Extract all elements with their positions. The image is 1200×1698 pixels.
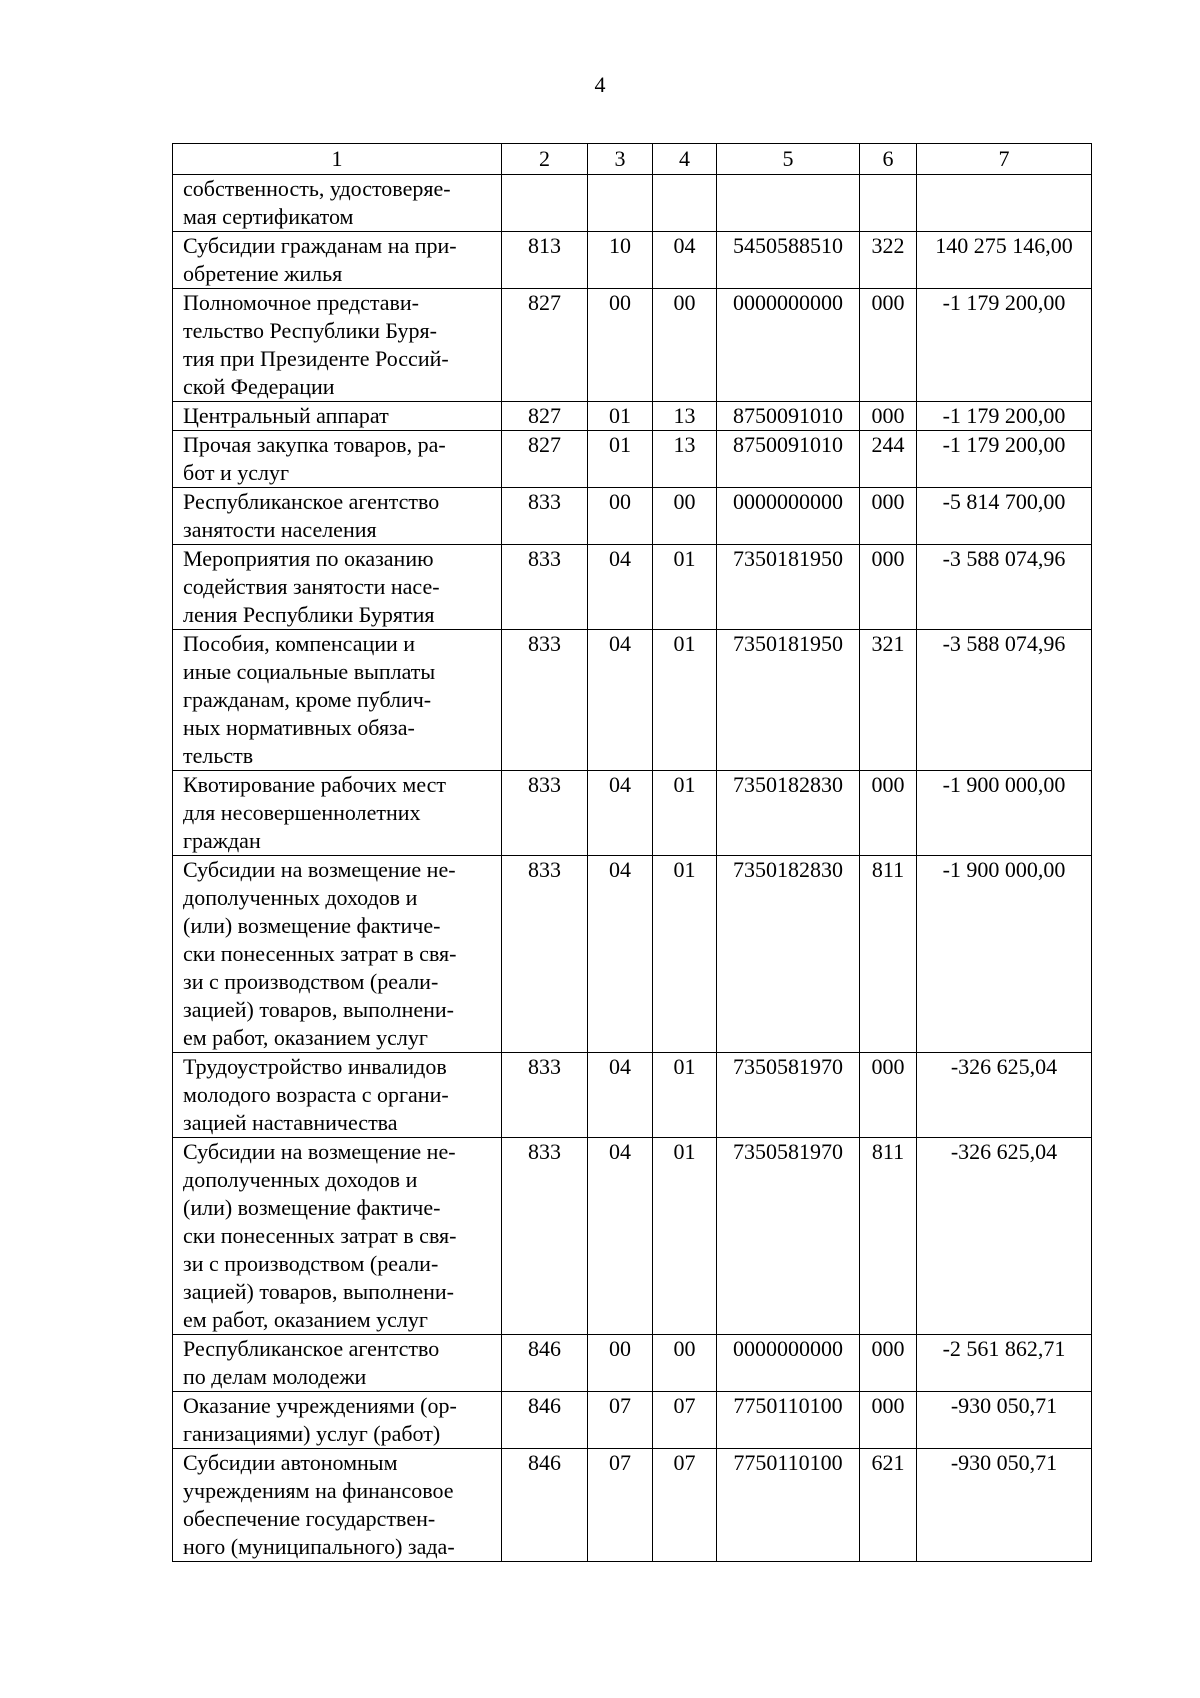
item-name-cell [173, 488, 502, 545]
table-row [173, 431, 1092, 488]
item-name-line: дополученных доходов и [183, 885, 418, 910]
item-name-cell [173, 1053, 502, 1138]
section-cell: 04 [588, 771, 653, 856]
expense-type-cell: 000 [860, 488, 917, 545]
expense-type-cell: 244 [860, 431, 917, 488]
item-name-line: содействия занятости насе- [183, 574, 440, 599]
item-name-line: ганизациями) услуг (работ) [183, 1421, 441, 1446]
section-cell: 00 [588, 1335, 653, 1392]
admin-code-cell: 833 [502, 1138, 588, 1335]
item-name-cell [173, 1392, 502, 1449]
item-name-line: Прочая закупка товаров, ра- [183, 432, 446, 457]
item-name-line: (или) возмещение фактиче- [183, 913, 441, 938]
section-cell: 07 [588, 1449, 653, 1562]
table-body [173, 175, 1092, 1562]
item-name-line: ской Федерации [183, 374, 335, 399]
expense-type-cell: 321 [860, 630, 917, 771]
page-number: 4 [594, 72, 606, 97]
item-name-cell [173, 289, 502, 402]
item-name-line: ного (муниципального) зада- [183, 1534, 455, 1559]
amount-cell: -1 179 200,00 [917, 402, 1092, 431]
target-article-cell [717, 175, 860, 232]
table-header-row [173, 144, 1092, 175]
item-name-line: занятости населения [183, 517, 377, 542]
item-name-cell [173, 771, 502, 856]
subsection-cell: 01 [653, 545, 717, 630]
expense-type-cell: 000 [860, 545, 917, 630]
target-article-cell: 5450588510 [717, 232, 860, 289]
table-row [173, 402, 1092, 431]
item-name-line: иные социальные выплаты [183, 659, 436, 684]
column-header-1: 1 [173, 144, 502, 175]
item-name-line: (или) возмещение фактиче- [183, 1195, 441, 1220]
item-name-line: обеспечение государствен- [183, 1506, 436, 1531]
section-cell: 01 [588, 402, 653, 431]
item-name-line: зи с производством (реали- [183, 1251, 439, 1276]
expense-type-cell: 811 [860, 856, 917, 1053]
item-name-line: Субсидии автономным [183, 1450, 398, 1475]
subsection-cell: 01 [653, 1053, 717, 1138]
expense-type-cell: 000 [860, 289, 917, 402]
section-cell: 00 [588, 488, 653, 545]
admin-code-cell: 833 [502, 856, 588, 1053]
column-header-2: 2 [502, 144, 588, 175]
subsection-cell: 00 [653, 488, 717, 545]
target-article-cell: 0000000000 [717, 488, 860, 545]
admin-code-cell: 833 [502, 488, 588, 545]
expense-type-cell [860, 175, 917, 232]
column-header-7: 7 [917, 144, 1092, 175]
subsection-cell: 07 [653, 1392, 717, 1449]
admin-code-cell: 827 [502, 402, 588, 431]
amount-cell: -930 050,71 [917, 1392, 1092, 1449]
target-article-cell: 7750110100 [717, 1449, 860, 1562]
table-row [173, 1138, 1092, 1335]
admin-code-cell: 833 [502, 630, 588, 771]
section-cell: 07 [588, 1392, 653, 1449]
column-header-5: 5 [717, 144, 860, 175]
item-name-line: зацией наставничества [183, 1110, 398, 1135]
expense-type-cell: 811 [860, 1138, 917, 1335]
column-header-6: 6 [860, 144, 917, 175]
subsection-cell: 01 [653, 856, 717, 1053]
subsection-cell: 00 [653, 1335, 717, 1392]
item-name-cell [173, 1138, 502, 1335]
item-name-cell [173, 431, 502, 488]
section-cell: 04 [588, 1138, 653, 1335]
item-name-line: тия при Президенте Россий- [183, 346, 449, 371]
item-name-line: зацией) товаров, выполнени- [183, 997, 454, 1022]
item-name-cell [173, 545, 502, 630]
item-name-line: ски понесенных затрат в свя- [183, 941, 457, 966]
table-row [173, 856, 1092, 1053]
item-name-line: граждан [183, 828, 261, 853]
target-article-cell: 7750110100 [717, 1392, 860, 1449]
item-name-line: ных нормативных обяза- [183, 715, 415, 740]
item-name-line: Трудоустройство инвалидов [183, 1054, 447, 1079]
item-name-cell [173, 630, 502, 771]
admin-code-cell: 833 [502, 1053, 588, 1138]
item-name-line: дополученных доходов и [183, 1167, 418, 1192]
amount-cell: -930 050,71 [917, 1449, 1092, 1562]
item-name-line: зи с производством (реали- [183, 969, 439, 994]
section-cell: 00 [588, 289, 653, 402]
table-row [173, 232, 1092, 289]
target-article-cell: 7350182830 [717, 856, 860, 1053]
item-name-line: по делам молодежи [183, 1364, 367, 1389]
column-header-3: 3 [588, 144, 653, 175]
amount-cell: -1 179 200,00 [917, 289, 1092, 402]
item-name-line: Мероприятия по оказанию [183, 546, 434, 571]
amount-cell: -2 561 862,71 [917, 1335, 1092, 1392]
amount-cell: -3 588 074,96 [917, 545, 1092, 630]
table-row [173, 488, 1092, 545]
item-name-line: Субсидии гражданам на при- [183, 233, 457, 258]
target-article-cell: 0000000000 [717, 289, 860, 402]
budget-table [172, 143, 1092, 1562]
amount-cell [917, 175, 1092, 232]
admin-code-cell: 846 [502, 1335, 588, 1392]
item-name-line: мая сертификатом [183, 204, 354, 229]
subsection-cell [653, 175, 717, 232]
item-name-line: обретение жилья [183, 261, 343, 286]
amount-cell: -326 625,04 [917, 1138, 1092, 1335]
item-name-cell [173, 175, 502, 232]
item-name-line: Республиканское агентство [183, 489, 440, 514]
item-name-line: ски понесенных затрат в свя- [183, 1223, 457, 1248]
amount-cell: -326 625,04 [917, 1053, 1092, 1138]
subsection-cell: 04 [653, 232, 717, 289]
amount-cell: -5 814 700,00 [917, 488, 1092, 545]
table-row [173, 175, 1092, 232]
item-name-line: для несовершеннолетних [183, 800, 421, 825]
expense-type-cell: 000 [860, 771, 917, 856]
item-name-line: учреждениям на финансовое [183, 1478, 454, 1503]
item-name-line: Пособия, компенсации и [183, 631, 416, 656]
item-name-line: ем работ, оказанием услуг [183, 1307, 428, 1332]
section-cell: 10 [588, 232, 653, 289]
item-name-cell [173, 232, 502, 289]
item-name-line: Субсидии на возмещение не- [183, 1139, 456, 1164]
item-name-line: собственность, удостоверяе- [183, 176, 451, 201]
amount-cell: -1 900 000,00 [917, 771, 1092, 856]
section-cell [588, 175, 653, 232]
item-name-line: ления Республики Бурятия [183, 602, 435, 627]
expense-type-cell: 000 [860, 1335, 917, 1392]
amount-cell: -1 900 000,00 [917, 856, 1092, 1053]
item-name-line: молодого возраста с органи- [183, 1082, 449, 1107]
section-cell: 04 [588, 856, 653, 1053]
target-article-cell: 0000000000 [717, 1335, 860, 1392]
item-name-line: Центральный аппарат [183, 403, 389, 428]
admin-code-cell: 813 [502, 232, 588, 289]
item-name-line: зацией) товаров, выполнени- [183, 1279, 454, 1304]
subsection-cell: 13 [653, 402, 717, 431]
item-name-line: тельство Республики Буря- [183, 318, 437, 343]
column-header-4: 4 [653, 144, 717, 175]
target-article-cell: 8750091010 [717, 402, 860, 431]
admin-code-cell: 827 [502, 289, 588, 402]
table-row [173, 1053, 1092, 1138]
table-row [173, 630, 1092, 771]
item-name-line: Оказание учреждениями (ор- [183, 1393, 457, 1418]
item-name-line: Субсидии на возмещение не- [183, 857, 456, 882]
table-row [173, 771, 1092, 856]
item-name-cell [173, 1335, 502, 1392]
target-article-cell: 7350181950 [717, 545, 860, 630]
section-cell: 04 [588, 1053, 653, 1138]
section-cell: 01 [588, 431, 653, 488]
expense-type-cell: 000 [860, 1392, 917, 1449]
target-article-cell: 7350181950 [717, 630, 860, 771]
item-name-line: Полномочное представи- [183, 290, 419, 315]
expense-type-cell: 322 [860, 232, 917, 289]
item-name-cell [173, 402, 502, 431]
table-row [173, 1449, 1092, 1562]
subsection-cell: 01 [653, 630, 717, 771]
item-name-cell [173, 856, 502, 1053]
item-name-line: Республиканское агентство [183, 1336, 440, 1361]
item-name-line: Квотирование рабочих мест [183, 772, 447, 797]
subsection-cell: 00 [653, 289, 717, 402]
table-row [173, 1335, 1092, 1392]
table-row [173, 545, 1092, 630]
expense-type-cell: 000 [860, 1053, 917, 1138]
table-row [173, 289, 1092, 402]
target-article-cell: 7350581970 [717, 1138, 860, 1335]
section-cell: 04 [588, 545, 653, 630]
item-name-line: бот и услуг [183, 460, 290, 485]
admin-code-cell: 846 [502, 1392, 588, 1449]
item-name-cell [173, 1449, 502, 1562]
item-name-line: гражданам, кроме публич- [183, 687, 432, 712]
expense-type-cell: 621 [860, 1449, 917, 1562]
subsection-cell: 07 [653, 1449, 717, 1562]
admin-code-cell: 833 [502, 545, 588, 630]
target-article-cell: 7350182830 [717, 771, 860, 856]
amount-cell: 140 275 146,00 [917, 232, 1092, 289]
admin-code-cell: 846 [502, 1449, 588, 1562]
subsection-cell: 01 [653, 1138, 717, 1335]
amount-cell: -1 179 200,00 [917, 431, 1092, 488]
admin-code-cell [502, 175, 588, 232]
item-name-line: ем работ, оказанием услуг [183, 1025, 428, 1050]
expense-type-cell: 000 [860, 402, 917, 431]
amount-cell: -3 588 074,96 [917, 630, 1092, 771]
admin-code-cell: 827 [502, 431, 588, 488]
section-cell: 04 [588, 630, 653, 771]
subsection-cell: 13 [653, 431, 717, 488]
target-article-cell: 8750091010 [717, 431, 860, 488]
target-article-cell: 7350581970 [717, 1053, 860, 1138]
table-row [173, 1392, 1092, 1449]
subsection-cell: 01 [653, 771, 717, 856]
admin-code-cell: 833 [502, 771, 588, 856]
item-name-line: тельств [183, 743, 254, 768]
